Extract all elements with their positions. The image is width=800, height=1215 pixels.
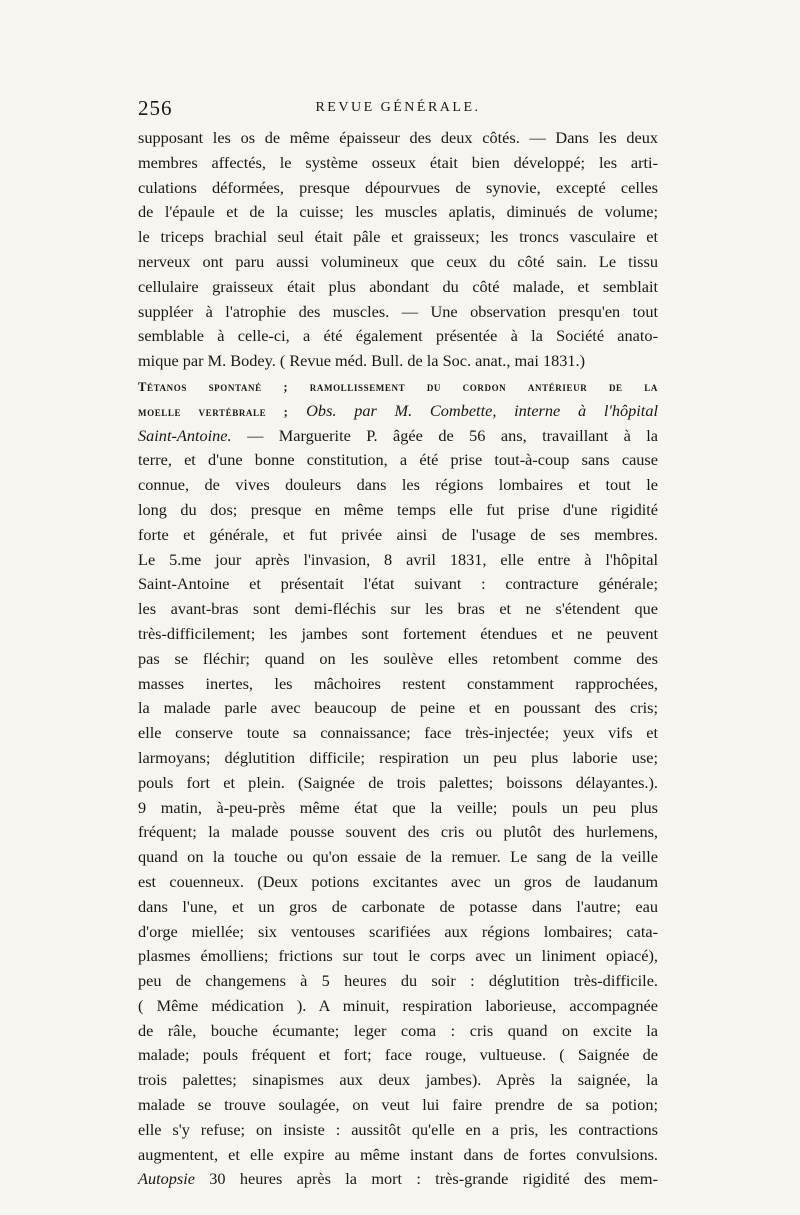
- text-line: ( Même médication ). A minuit, respiration laborieuse, accompagnée: [138, 995, 658, 1015]
- text-line: mique par M. Bodey. ( Revue méd. Bull. de la Soc. anat., mai 1831.): [138, 351, 586, 371]
- text-line: long du dos; presque en même temps elle fut prise d'une rigidité: [138, 499, 658, 519]
- text-fragment: — Marguerite P. âgée de 56 ans, travaillant à la: [247, 425, 658, 445]
- text-line: malade se trouve soulagée, on veut lui faire prendre de sa potion;: [138, 1095, 658, 1115]
- text-line: supposant les os de même épaisseur des deux côtés. — Dans les deux: [138, 128, 658, 147]
- section-heading-line-2: [138, 399, 658, 424]
- section-heading-title: Tétanos spontané ; ramollissement du cordon antérieur de la: [138, 379, 658, 394]
- text-line: très-difficilement; les jambes sont fortement étendues et ne peuvent: [138, 623, 658, 643]
- text-line: Le 5.me jour après l'invasion, 8 avril 1831, elle entre à l'hôpital: [138, 549, 658, 569]
- text-line: larmoyans; déglutition difficile; respiration un peu plus laborie use;: [138, 747, 658, 767]
- text-line: peu de changemens à 5 heures du soir : déglutition très-difficile.: [138, 971, 658, 991]
- observation-attribution: Obs. par M. Combette, interne à l'hôpital: [306, 400, 658, 420]
- text-line: terre, et d'une bonne constitution, a été prise tout-à-coup sans cause: [138, 450, 658, 470]
- text-line: pas se fléchir; quand on les soulève elles retombent comme des: [138, 648, 658, 668]
- text-line: cellulaire graisseux était plus abondant du côté malade, et semblait: [138, 276, 658, 296]
- text-line: le triceps brachial seul était pâle et graisseux; les troncs vasculaire et: [138, 227, 658, 247]
- text-line: [138, 1167, 658, 1192]
- hospital-name: Saint-Antoine.: [138, 425, 232, 445]
- text-line: est couenneux. (Deux potions excitantes avec un gros de laudanum: [138, 871, 658, 891]
- text-line: de râle, bouche écumante; leger coma : cris quand on excite la: [138, 1020, 658, 1040]
- text-line: fréquent; la malade pousse souvent des cris ou plutôt des hurlemens,: [138, 822, 658, 842]
- text-line: nerveux ont paru aussi volumineux que ceux du côté sain. Le tissu: [138, 251, 658, 271]
- text-line: malade; pouls fréquent et fort; face rouge, vultueuse. ( Saignée de: [138, 1045, 658, 1065]
- text-line: elle s'y refuse; on insiste : aussitôt qu'elle en a pris, les contractions: [138, 1119, 658, 1139]
- text-line: connue, de vives douleurs dans les régions lombaires et tout le: [138, 475, 658, 495]
- text-line: suppléer à l'atrophie des muscles. — Une observation presqu'en tout: [138, 301, 658, 321]
- running-head: REVUE GÉNÉRALE.: [315, 100, 481, 115]
- autopsy-text: 30 heures après la mort : très-grande rigidité des mem-: [209, 1169, 658, 1189]
- text-line: trois palettes; sinapismes aux deux jambes). Après la saignée, la: [138, 1070, 658, 1090]
- text-line: forte et générale, et fut privée ainsi de l'usage de ses membres.: [138, 524, 658, 544]
- autopsy-label: Autopsie: [138, 1169, 195, 1189]
- section-heading: [138, 374, 658, 399]
- text-line: dans l'une, et un gros de carbonate de potasse dans l'autre; eau: [138, 896, 658, 916]
- text-line: elle conserve toute sa connaissance; face très-injectée; yeux vifs et: [138, 723, 658, 743]
- body-text: [138, 126, 658, 1192]
- text-line: augmentent, et elle expire au même instant dans de fortes convulsions.: [138, 1144, 658, 1164]
- page-number: 256: [138, 96, 173, 120]
- text-line: d'orge miellée; six ventouses scarifiées aux régions lombaires; cata-: [138, 921, 658, 941]
- page-header: [138, 96, 658, 126]
- text-line: membres affectés, le système osseux était bien développé; les arti-: [138, 152, 658, 172]
- text-line: plasmes émolliens; frictions sur tout le corps avec un liniment opiacé),: [138, 946, 658, 966]
- text-line: culations déformées, presque dépourvues de synovie, excepté celles: [138, 177, 658, 197]
- text-line: les avant-bras sont demi-fléchis sur les bras et ne s'étendent que: [138, 599, 658, 619]
- text-line: la malade parle avec beaucoup de peine et en poussant des cris;: [138, 698, 658, 718]
- section-heading-title-2: moelle vertébrale ;: [138, 404, 289, 419]
- text-line: quand on la touche ou qu'on essaie de la remuer. Le sang de la veille: [138, 847, 658, 867]
- text-line: 9 matin, à-peu-près même état que la veille; pouls un peu plus: [138, 797, 658, 817]
- text-line: Saint-Antoine et présentait l'état suivant : contracture générale;: [138, 574, 658, 594]
- text-line: pouls fort et plein. (Saignée de trois palettes; boissons délayantes.).: [138, 772, 658, 792]
- text-line: [138, 424, 658, 449]
- text-line: semblable à celle-ci, a été également présentée à la Société anato-: [138, 326, 658, 346]
- text-line: de l'épaule et de la cuisse; les muscles aplatis, diminués de volume;: [138, 202, 658, 222]
- page: [138, 96, 658, 1192]
- text-line: masses inertes, les mâchoires restent constamment rapprochées,: [138, 673, 658, 693]
